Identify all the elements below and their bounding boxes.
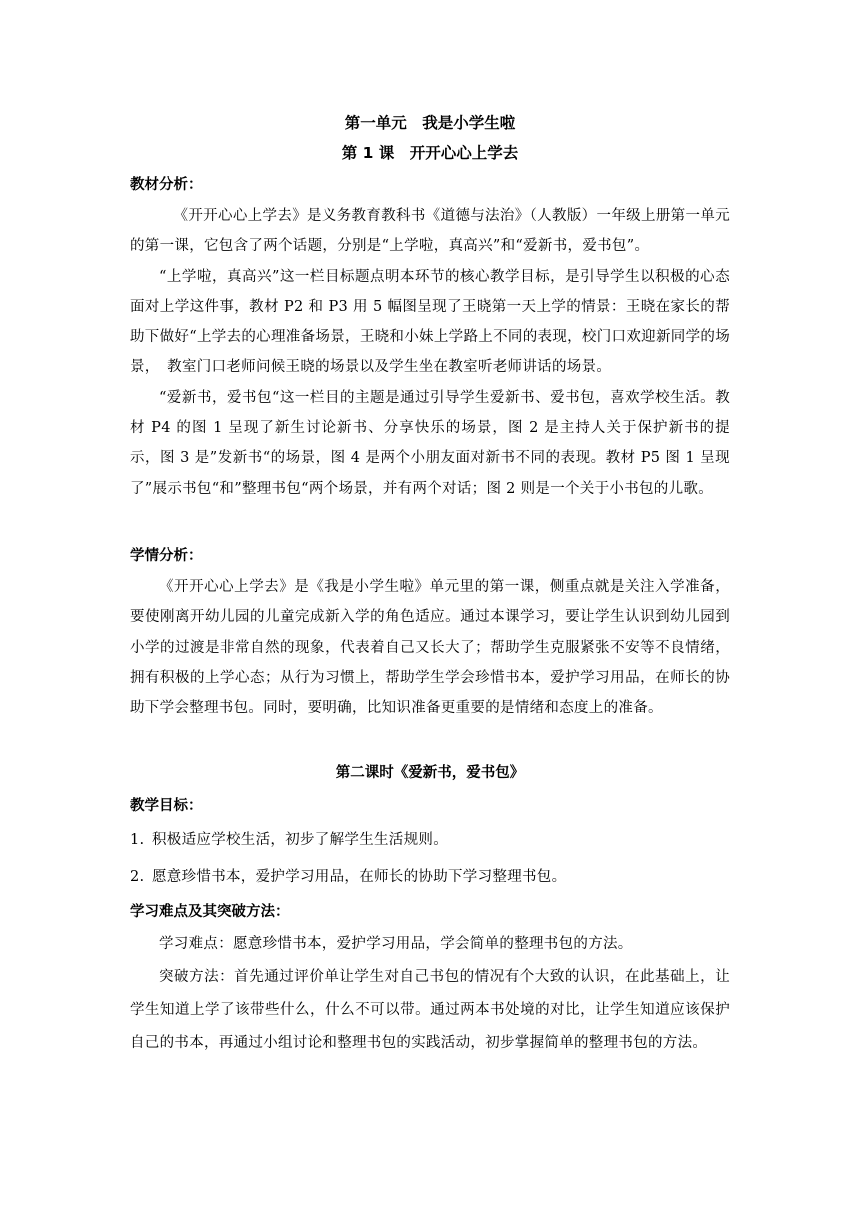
difficulty-heading: 学习难点及其突破方法： (130, 904, 290, 921)
teaching-goals-heading: 教学目标： (130, 798, 203, 815)
goal-item (130, 859, 730, 896)
document-body (130, 109, 730, 1060)
student-analysis-heading: 学情分析： (130, 547, 203, 564)
method-paragraph: 突破方法：首先通过评价单让学生对自己书包的情况有个大致的认识，在此基础上，让学生知道上学了该带些什么，什么不可以带。通过两本书处境的对比，让学生知道应该保护自己的书本，再通过小组讨论和整理书包的实践活动，初步掌握简单的整理书包的方法。 (130, 969, 730, 1052)
textbook-analysis-paragraph: “爱新书，爱书包“这一栏目的主题是通过引导学生爱新书、爱书包，喜欢学校生活。教材 P4 的图 1 呈现了新生讨论新书、分享快乐的场景，图 2 是主持人关于保护新书的提示，图 3 是”发新书“的场景，图 4 是两个小朋友面对新书不同的表现。教材 P5 图 1 呈现了”展示书包“和”整理书包“两个场景，并有两个对话；图 2 则是一个关于小书包的儿歌。 (130, 389, 730, 497)
spacer (130, 504, 730, 540)
goal-text: 积极适应学校生活，初步了解学生生活规则。 (152, 832, 448, 849)
goal-number: 1. (130, 832, 145, 849)
difficulty-paragraph: 学习难点：愿意珍惜书本，爱护学习用品，学会简单的整理书包的方法。 (159, 936, 633, 953)
textbook-analysis-paragraph: “上学啦，真高兴”这一栏目标题点明本环节的核心教学目标，是引导学生以积极的心态面对上学这件事，教材 P2 和 P3 用 5 幅图呈现了王晓第一天上学的情景：王晓在家长的帮助下做好“上学去的心理准备场景，王晓和小妹上学路上不同的表现，校门口欢迎新同学的场景， 教室门口老师问候王晓的场景以及学生坐在教室听老师讲话的场景。 (130, 268, 730, 376)
goal-item (130, 822, 730, 859)
spacer (130, 723, 730, 756)
goal-text: 愿意珍惜书本，爱护学习用品，在师长的协助下学习整理书包。 (152, 869, 567, 886)
textbook-analysis-heading: 教材分析： (130, 177, 203, 193)
unit-title: 第一单元 我是小学生啦 (344, 114, 516, 132)
goal-number: 2. (130, 869, 145, 886)
period-title: 第二课时《爱新书，爱书包》 (335, 765, 525, 782)
student-analysis-paragraph: 《开开心心上学去》是《我是小学生啦》单元里的第一课，侧重点就是关注入学准备，要使刚离开幼儿园的儿童完成新入学的角色适应。通过本课学习，要让学生认识到幼儿园到小学的过渡是非常自然的现象，代表着自己又长大了；帮助学生克服紧张不安等不良情绪，拥有积极的上学心态；从行为习惯上，帮助学生学会珍惜书本，爱护学习用品，在师长的协助下学会整理书包。同时，要明确，比知识准备更重要的是情绪和态度上的准备。 (130, 578, 730, 717)
textbook-analysis-paragraph: 《开开心心上学去》是义务教育教科书《道德与法治》（人教版）一年级上册第一单元的第一课，它包含了两个话题，分别是“上学啦，真高兴”和“爱新书，爱书包”。 (130, 208, 730, 255)
lesson-title: 第 1 课 开开心心上学去 (341, 144, 519, 162)
